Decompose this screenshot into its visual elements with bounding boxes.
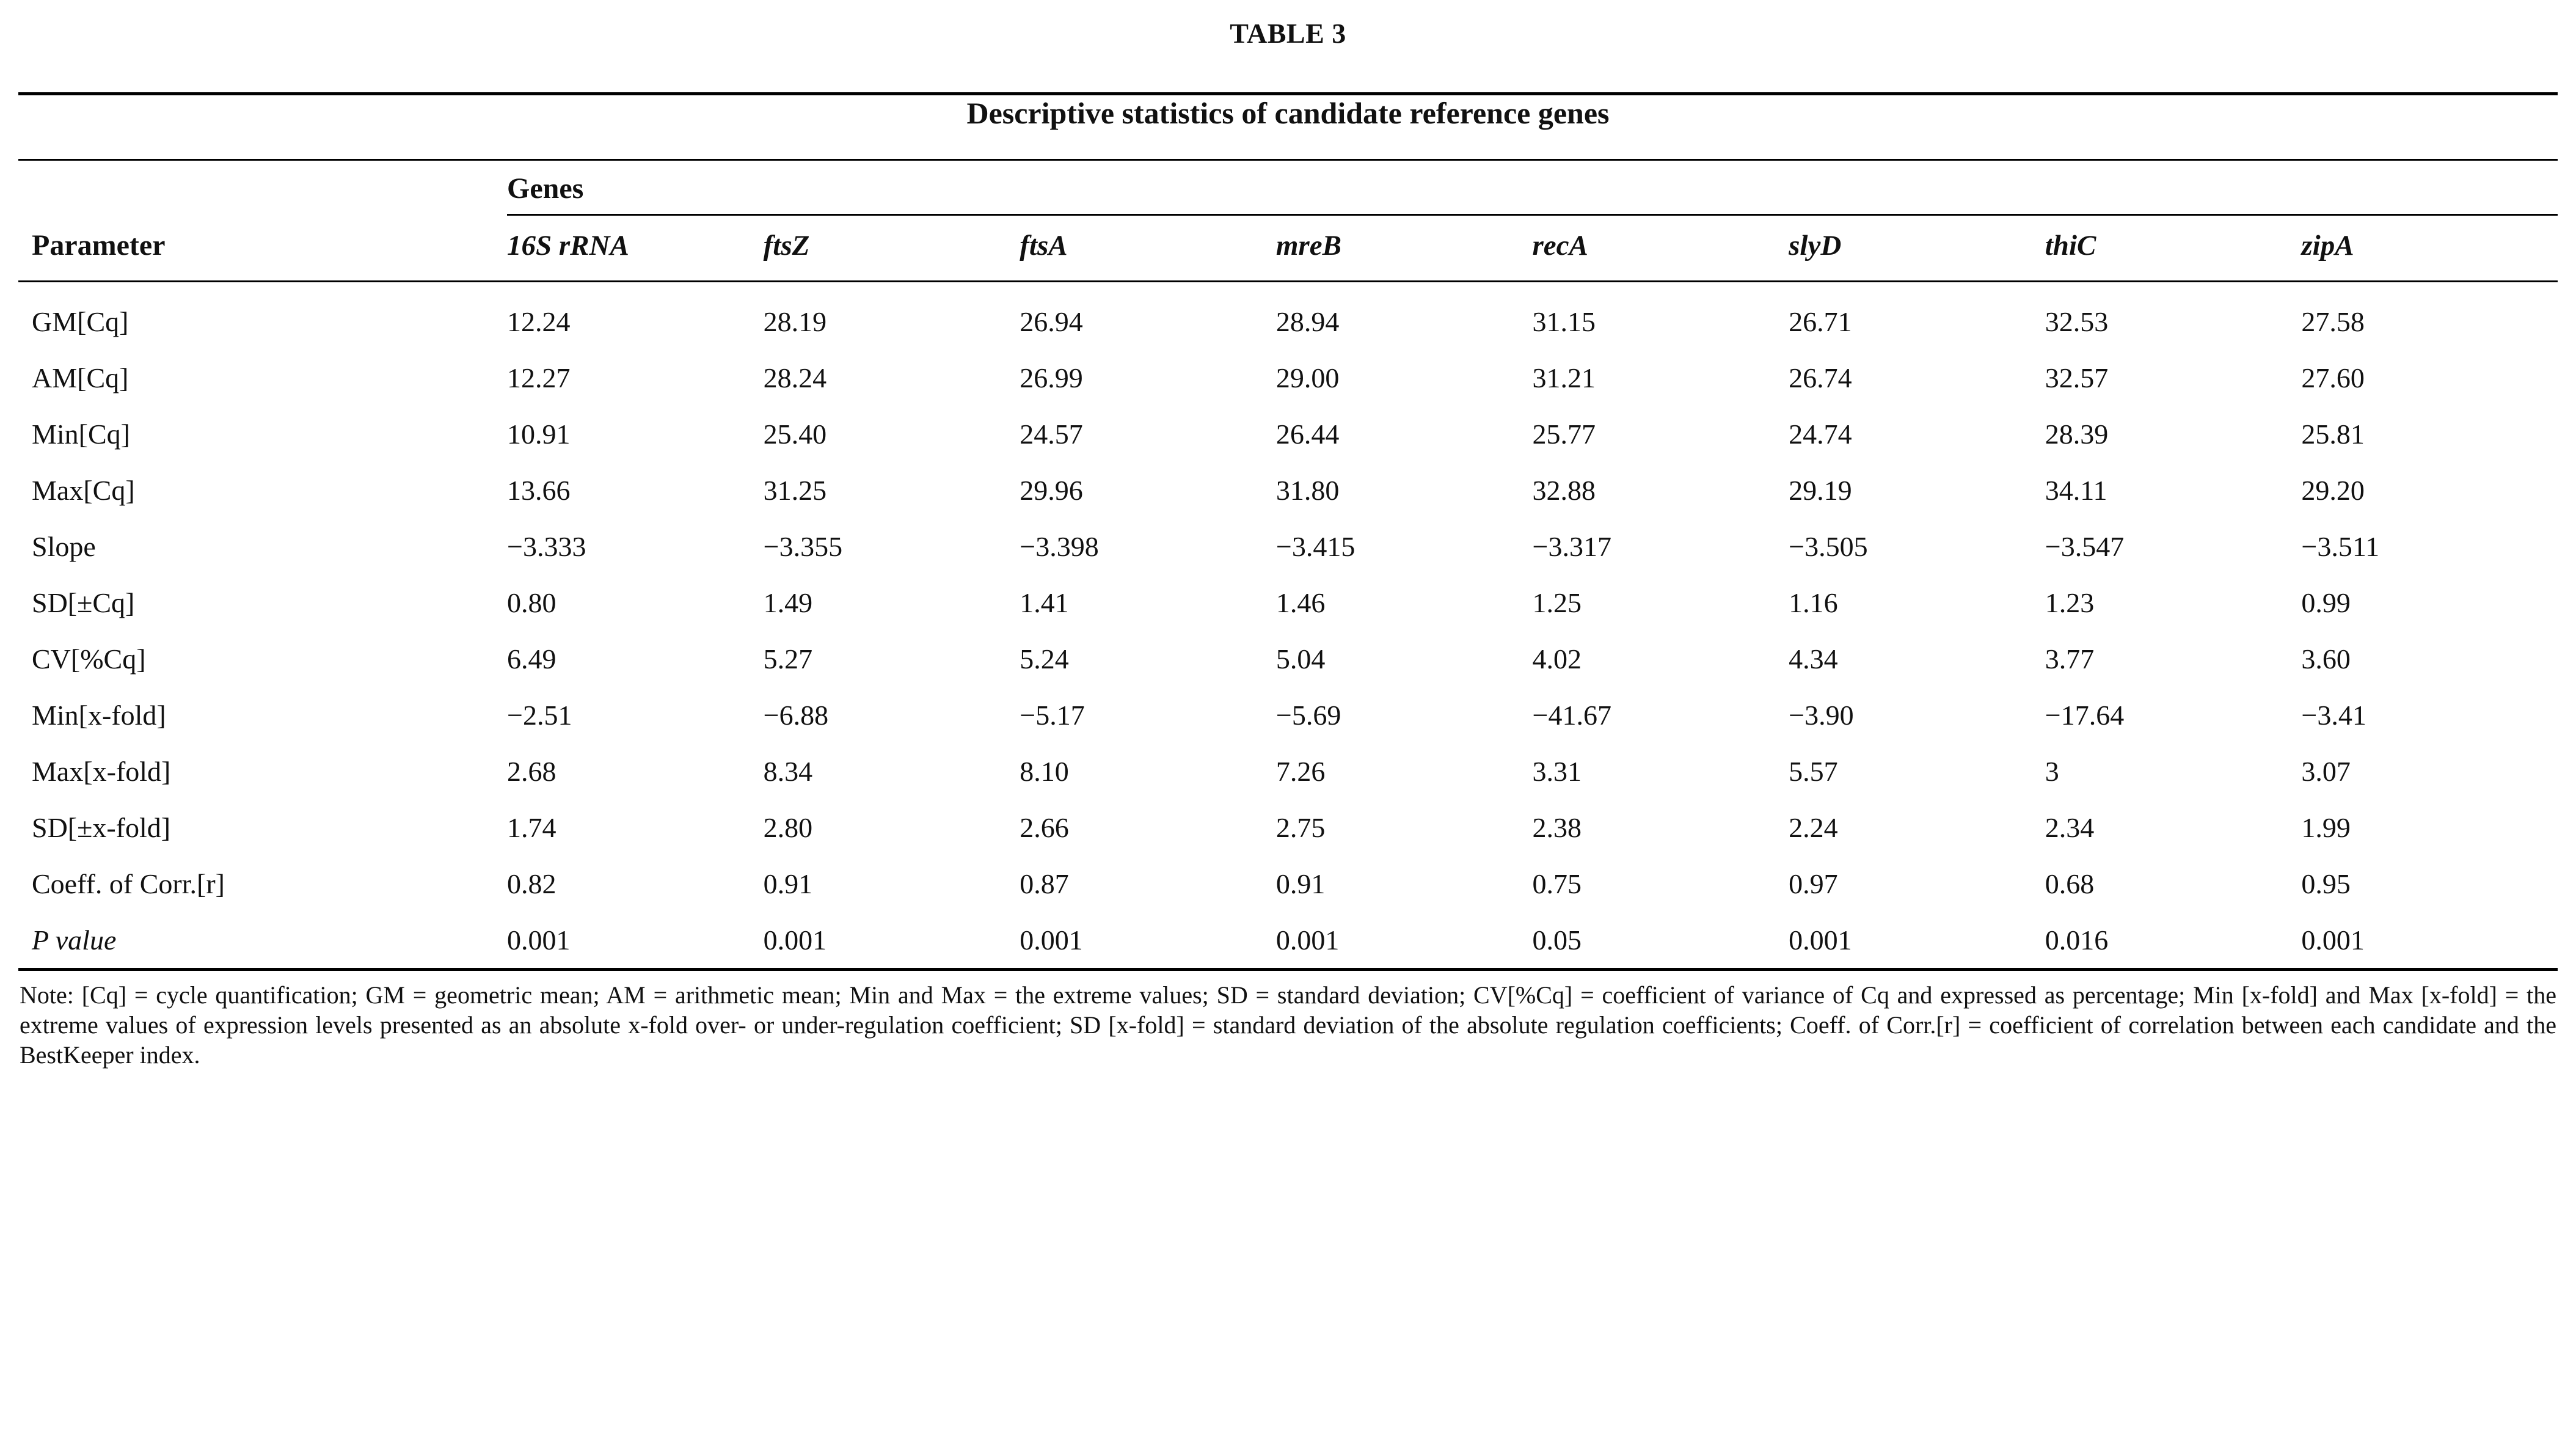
cell-value: 2.34: [2045, 812, 2095, 843]
cell-value: 32.88: [1532, 475, 1596, 506]
cell-value: 32.57: [2045, 362, 2109, 393]
column-header-gene-5: slyD: [1789, 230, 1842, 262]
cell-value: 28.94: [1275, 306, 1340, 337]
column-header-parameter: Parameter: [32, 229, 166, 262]
cell-value: −5.17: [1020, 700, 1085, 731]
table-row: [18, 855, 2558, 912]
column-header-gene-7: zipA: [2301, 230, 2354, 262]
row-parameter: Min[Cq]: [32, 419, 130, 450]
table-row: [18, 462, 2558, 518]
cell-value: 26.99: [1020, 362, 1083, 393]
cell-value: 0.95: [2301, 868, 2351, 899]
cell-value: 2.75: [1275, 812, 1326, 843]
cell-value: −3.547: [2045, 531, 2125, 562]
table-number: TABLE 3: [1230, 18, 1346, 49]
cell-value: 0.82: [507, 868, 556, 899]
cell-value: 26.94: [1020, 306, 1083, 337]
cell-value: −3.415: [1275, 531, 1356, 562]
cell-value: −6.88: [763, 700, 829, 731]
cell-value: 1.25: [1532, 587, 1582, 618]
body-spacer: [18, 282, 2558, 293]
cell-value: 29.96: [1020, 475, 1083, 506]
cell-value: 29.00: [1275, 362, 1340, 393]
cell-value: 0.001: [1020, 924, 1083, 956]
table-body: [18, 282, 2558, 968]
cell-value: 1.16: [1789, 587, 1838, 618]
cell-value: 4.02: [1532, 643, 1582, 675]
cell-value: −17.64: [2045, 700, 2125, 731]
table-row: [18, 406, 2558, 462]
cell-value: 0.91: [763, 868, 813, 899]
cell-value: 1.23: [2045, 587, 2095, 618]
cell-value: −2.51: [507, 700, 572, 731]
cell-value: −3.355: [763, 531, 843, 562]
cell-value: 1.49: [763, 587, 813, 618]
cell-value: 3: [2045, 756, 2059, 787]
cell-value: 31.15: [1532, 306, 1596, 337]
cell-value: 1.99: [2301, 812, 2351, 843]
cell-value: −5.69: [1275, 700, 1341, 731]
column-header-gene-2: ftsA: [1020, 230, 1068, 262]
cell-value: 3.60: [2301, 643, 2351, 675]
cell-value: 0.87: [1020, 868, 1069, 899]
cell-value: 26.71: [1789, 306, 1852, 337]
cell-value: 24.57: [1020, 419, 1083, 450]
cell-value: 25.40: [763, 419, 827, 450]
cell-value: 2.68: [507, 756, 556, 787]
row-parameter: SD[±x-fold]: [32, 812, 171, 843]
table-row: [18, 293, 2558, 349]
row-parameter: P value: [32, 924, 117, 956]
cell-value: 1.46: [1275, 587, 1326, 618]
cell-value: 25.81: [2301, 419, 2365, 450]
cell-value: 2.24: [1789, 812, 1838, 843]
group-header-row: [18, 161, 2558, 214]
row-parameter: CV[%Cq]: [32, 643, 146, 675]
table-row: [18, 799, 2558, 855]
cell-value: 5.04: [1275, 643, 1326, 675]
cell-value: −3.317: [1532, 531, 1611, 562]
cell-value: 4.34: [1789, 643, 1838, 675]
row-parameter: Min[x-fold]: [32, 700, 166, 731]
cell-value: 0.001: [2301, 924, 2365, 956]
cell-value: 34.11: [2045, 475, 2107, 506]
cell-value: 26.74: [1789, 362, 1852, 393]
row-parameter: Max[Cq]: [32, 475, 135, 506]
cell-value: 28.39: [2045, 419, 2109, 450]
table-row: [18, 518, 2558, 574]
genes-group-header: Genes: [507, 172, 584, 205]
cell-value: 7.26: [1275, 756, 1326, 787]
cell-value: 27.60: [2301, 362, 2365, 393]
cell-value: 29.19: [1789, 475, 1852, 506]
cell-value: 3.77: [2045, 643, 2095, 675]
cell-value: 0.001: [507, 924, 571, 956]
cell-value: −3.398: [1020, 531, 1099, 562]
cell-value: −3.505: [1789, 531, 1868, 562]
table-row: [18, 912, 2558, 968]
cell-value: 8.34: [763, 756, 813, 787]
column-header-gene-6: thiC: [2045, 230, 2096, 262]
row-parameter: SD[±Cq]: [32, 587, 135, 618]
cell-value: 12.24: [507, 306, 571, 337]
cell-value: 3.07: [2301, 756, 2351, 787]
cell-value: −3.41: [2301, 700, 2366, 731]
cell-value: 28.19: [763, 306, 827, 337]
table-row: [18, 687, 2558, 743]
row-parameter: AM[Cq]: [32, 362, 129, 393]
cell-value: 32.53: [2045, 306, 2109, 337]
cell-value: −3.511: [2301, 531, 2380, 562]
cell-value: 0.001: [1275, 924, 1340, 956]
cell-value: 5.27: [763, 643, 813, 675]
cell-value: 0.001: [763, 924, 827, 956]
cell-value: 0.68: [2045, 868, 2095, 899]
table-row: [18, 574, 2558, 631]
cell-value: 5.24: [1020, 643, 1069, 675]
table-row: [18, 631, 2558, 687]
cell-value: 29.20: [2301, 475, 2365, 506]
cell-value: 5.57: [1789, 756, 1838, 787]
cell-value: 1.74: [507, 812, 556, 843]
cell-value: 0.97: [1789, 868, 1838, 899]
cell-value: 13.66: [507, 475, 571, 506]
cell-value: 6.49: [507, 643, 556, 675]
column-header-gene-3: mreB: [1275, 230, 1341, 262]
column-header-row: [18, 215, 2558, 281]
column-header-gene-0: 16S rRNA: [507, 230, 629, 262]
table-note: Note: [Cq] = cycle quantification; GM = geometric mean; AM = arithmetic mean; Min and Max = the extreme values; SD = standard deviation; CV[%Cq] = coefficient of variance of Cq and expressed as percentage; Min [x-fold] and Max [x-fold] = the extreme values of expression levels presented as an absolute x-fold over- or under-regulation coefficient; SD [x-fold] = standard deviation of the absolute regulation coefficients; Coeff. of Corr.[r] = coefficient of correlation between each candidate and the BestKeeper index.: [20, 981, 2556, 1069]
cell-value: 2.38: [1532, 812, 1582, 843]
column-header-gene-1: ftsZ: [763, 230, 810, 262]
table-row: [18, 349, 2558, 406]
cell-value: 0.016: [2045, 924, 2109, 956]
cell-value: 0.80: [507, 587, 556, 618]
cell-value: −41.67: [1532, 700, 1611, 731]
cell-value: 10.91: [507, 419, 571, 450]
cell-value: 24.74: [1789, 419, 1852, 450]
cell-value: 0.91: [1275, 868, 1326, 899]
cell-value: 31.25: [763, 475, 827, 506]
cell-value: 12.27: [507, 362, 571, 393]
descriptive-statistics-body: [18, 282, 2558, 968]
cell-value: 2.80: [763, 812, 813, 843]
cell-value: −3.333: [507, 531, 586, 562]
cell-value: 27.58: [2301, 306, 2365, 337]
cell-value: 0.75: [1532, 868, 1582, 899]
row-parameter: GM[Cq]: [32, 306, 129, 337]
descriptive-statistics-table: [18, 161, 2558, 280]
cell-value: 0.001: [1789, 924, 1852, 956]
cell-value: 28.24: [763, 362, 827, 393]
cell-value: 0.05: [1532, 924, 1582, 956]
cell-value: 1.41: [1020, 587, 1069, 618]
cell-value: 26.44: [1275, 419, 1340, 450]
cell-value: 3.31: [1532, 756, 1582, 787]
cell-value: 31.21: [1532, 362, 1596, 393]
row-parameter: Slope: [32, 531, 96, 562]
table-row: [18, 743, 2558, 799]
cell-value: 8.10: [1020, 756, 1069, 787]
row-parameter: Coeff. of Corr.[r]: [32, 868, 225, 899]
table-head: [18, 161, 2558, 280]
cell-value: 31.80: [1275, 475, 1340, 506]
row-parameter: Max[x-fold]: [32, 756, 171, 787]
bottom-rule: [18, 968, 2558, 971]
column-header-gene-4: recA: [1532, 230, 1588, 262]
cell-value: −3.90: [1789, 700, 1854, 731]
cell-value: 2.66: [1020, 812, 1069, 843]
cell-value: 25.77: [1532, 419, 1596, 450]
table-title: Descriptive statistics of candidate reference genes: [966, 96, 1610, 130]
cell-value: 0.99: [2301, 587, 2351, 618]
